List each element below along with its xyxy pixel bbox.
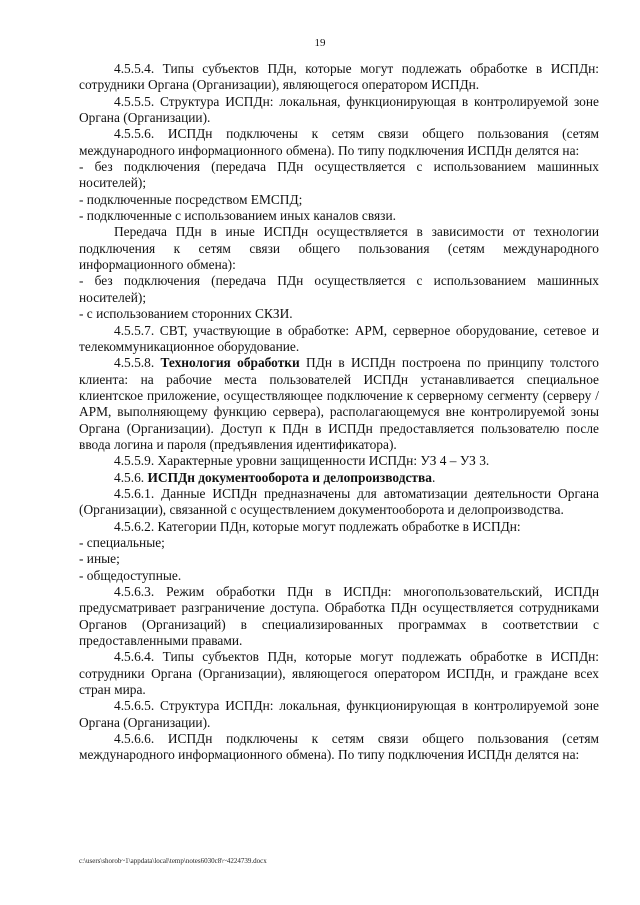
section-number: 4.5.6. xyxy=(114,469,148,485)
paragraph xyxy=(79,355,599,453)
list-item: - с использованием сторонних СКЗИ. xyxy=(79,306,293,322)
paragraph: 4.5.5.5. Структура ИСПДн: локальная, функционирующая в контролируемой зоне Органа (Организации). xyxy=(79,93,599,126)
bold-term: Технология обработки xyxy=(160,355,300,371)
list-item: - без подключения (передача ПДн осуществляется с использованием машинных носителей); xyxy=(79,159,599,191)
document-body xyxy=(79,61,599,764)
paragraph: 4.5.6.4. Типы субъектов ПДн, которые могут подлежать обработке в ИСПДн: сотрудники Органа (Организации), являющегося оператором ИСПДн, и граждане всех стран мира. xyxy=(79,649,599,698)
paragraph: 4.5.5.6. ИСПДн подключены к сетям связи общего пользования (сетям международного информационного обмена). По типу подключения ИСПДн делятся на: xyxy=(79,126,599,158)
list-item: - иные; xyxy=(79,551,120,567)
list-item: - подключенные посредством ЕМСПД; xyxy=(79,191,303,207)
paragraph: 4.5.6.3. Режим обработки ПДн в ИСПДн: многопользовательский, ИСПДн предусматривает разграничение доступа. Обработка ПДн осуществляется сотрудниками Органов (Организаций) в специализированных программах в соответствии с предоставленными правами. xyxy=(79,584,599,649)
list-item: - без подключения (передача ПДн осуществляется с использованием машинных носителей); xyxy=(79,273,599,305)
page-number: 19 xyxy=(314,37,326,49)
paragraph: 4.5.6.1. Данные ИСПДн предназначены для автоматизации деятельности Органа (Организации), связанной с осуществлением документооборота и делопроизводства. xyxy=(79,485,599,518)
paragraph: 4.5.5.7. СВТ, участвующие в обработке: АРМ, серверное оборудование, сетевое и телекоммуникационное оборудование. xyxy=(79,322,599,354)
list-item: - общедоступные. xyxy=(79,567,182,583)
paragraph: 4.5.6.5. Структура ИСПДн: локальная, функционирующая в контролируемой зоне Органа (Организации). xyxy=(79,698,599,730)
paragraph: Передача ПДн в иные ИСПДн осуществляется в зависимости от технологии подключения к сетям связи общего пользования (сетям международного информационного обмена): xyxy=(79,224,599,273)
paragraph-number: 4.5.5.8. xyxy=(114,355,161,371)
paragraph: 4.5.5.4. Типы субъектов ПДн, которые могут подлежать обработке в ИСПДн: сотрудники Органа (Организации), являющегося оператором ИСПДн. xyxy=(79,61,599,93)
file-path-footer: c:\users\shorob~1\appdata\local\temp\notes6030c8\~4224739.docx xyxy=(79,857,267,865)
list-item: - подключенные с использованием иных каналов связи. xyxy=(79,208,396,224)
paragraph: 4.5.6.2. Категории ПДн, которые могут подлежать обработке в ИСПДн: xyxy=(114,518,521,534)
paragraph-text: ПДн в ИСПДн построена по принципу толстого клиента: на рабочие места пользователей ИСПДн устанавливается специальное клиентское приложение, осуществляющее подключение к серверному сегменту (серверу / АРМ, выполняющему функцию сервера), располагающемуся вне контролируемой зоны Органа (Организации). Доступ к ПДн в ИСПДн предоставляется пользователю после ввода логина и пароля (предъявления идентификатора). xyxy=(79,355,599,452)
section-heading xyxy=(79,470,599,486)
list-item: - специальные; xyxy=(79,534,165,550)
section-title: ИСПДн документооборота и делопроизводства xyxy=(147,469,432,485)
paragraph: 4.5.5.9. Характерные уровни защищенности ИСПДн: УЗ 4 – УЗ 3. xyxy=(114,453,490,469)
paragraph: 4.5.6.6. ИСПДн подключены к сетям связи общего пользования (сетям международного информационного обмена). По типу подключения ИСПДн делятся на: xyxy=(79,731,599,763)
section-punct: . xyxy=(431,469,436,485)
